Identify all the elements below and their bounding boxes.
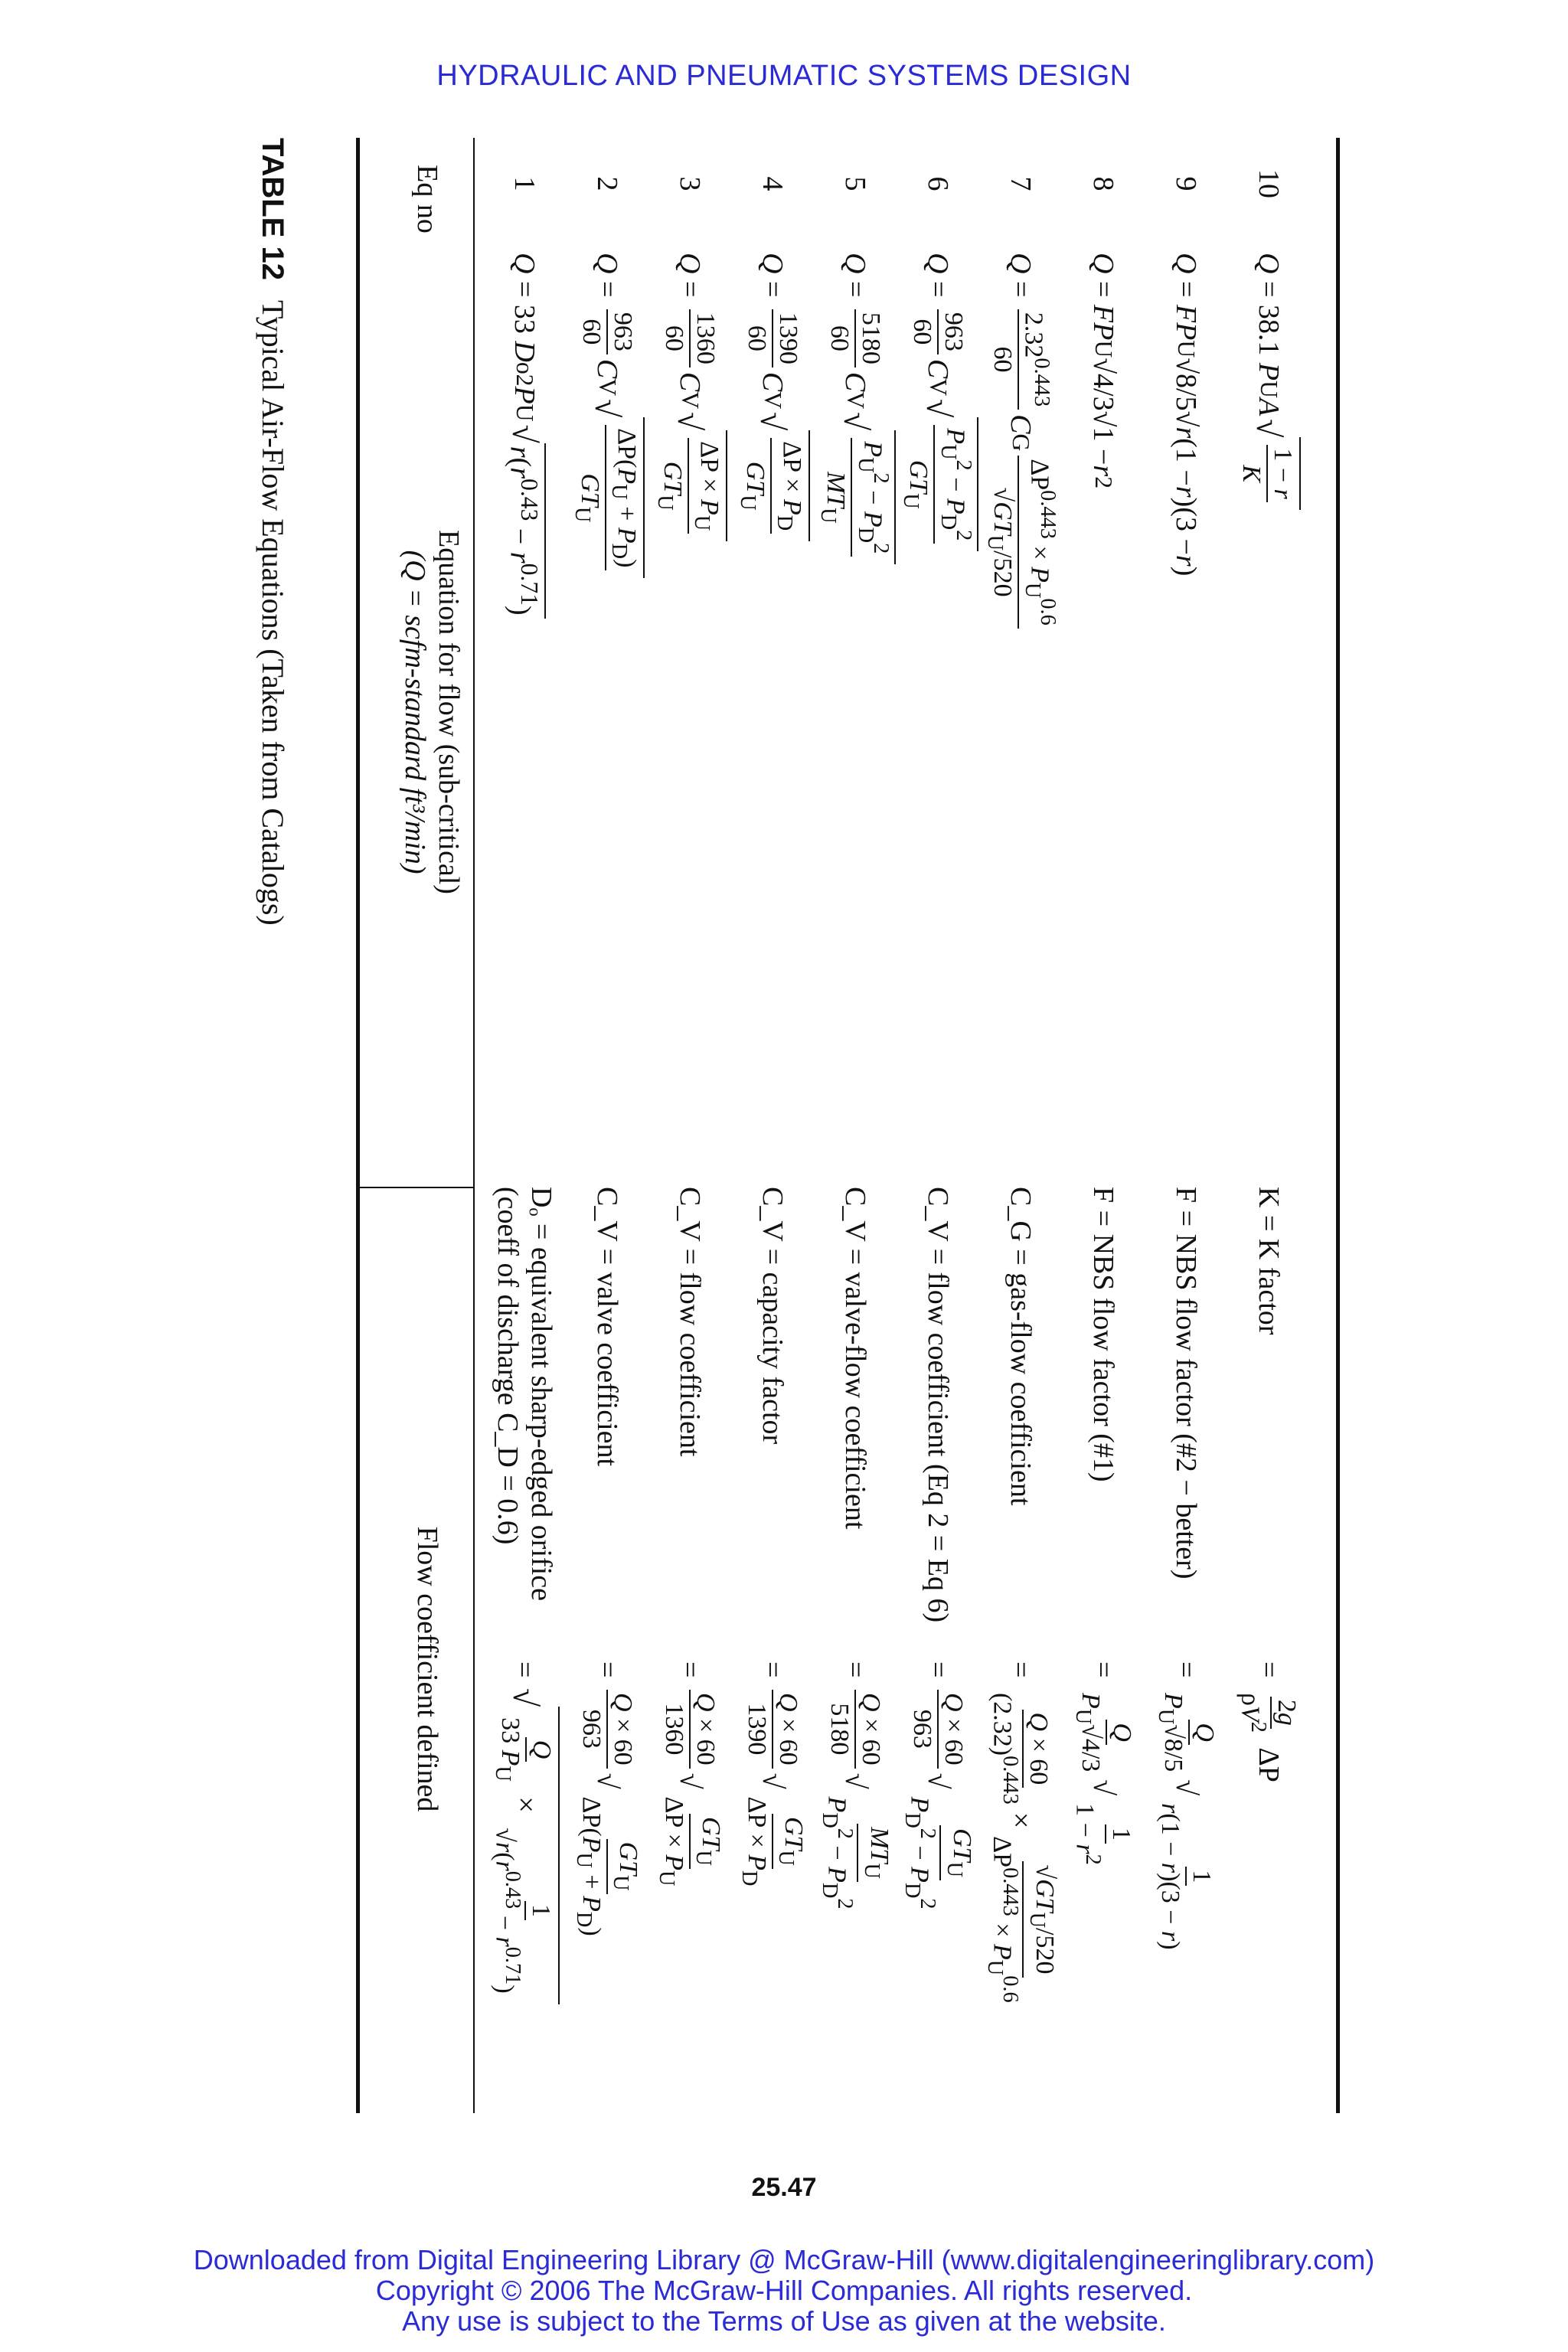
flow-coefficient-formula: = Q × 60 5180 √ $MT_U$ $P_D^2 - P_D^2$ bbox=[818, 1661, 893, 1909]
flow-equation: Q = 38.1 P U A √ 1 − r K bbox=[1227, 253, 1311, 1133]
table-label: TABLE 12 bbox=[256, 138, 289, 280]
footer-line-2: Copyright © 2006 The McGraw-Hill Companies. All rights reserved. bbox=[375, 2275, 1193, 2306]
flow-coefficient-formula: = Q $P_U√8/5$ √ 1 r(1 − r)(3 − r) bbox=[1153, 1661, 1219, 1950]
coefficient-definition-line: C_V = valve coefficient bbox=[591, 1187, 623, 1467]
footer-line-3: Any use is subject to the Terms of Use as given at the website. bbox=[402, 2305, 1166, 2337]
coefficient-definition bbox=[978, 1187, 1063, 1661]
coefficient-definition-line: C_V = valve-flow coefficient bbox=[839, 1187, 871, 1530]
flow-equation: Q = FP U √8/5√ r (1 − r )(3 − r ) bbox=[1170, 253, 1202, 577]
header-flow-coef-text: Flow coefficient defined bbox=[411, 1526, 443, 1812]
eq-number: 8 bbox=[1087, 176, 1119, 191]
eq-number: 9 bbox=[1170, 176, 1202, 191]
eq-number: 5 bbox=[839, 176, 871, 191]
header-equation bbox=[398, 368, 466, 1057]
flow-equation: Q = FP U √4/3√1 − r 2 bbox=[1087, 253, 1119, 489]
coefficient-definition-line: C_V = capacity factor bbox=[756, 1187, 789, 1445]
flow-coefficient-formula: = Q × 60 963 √ $GT_U$ $P_D^2 - P_D^2$ bbox=[900, 1661, 976, 1909]
coefficient-definition-line-2: (coeff of discharge C_D = 0.6) bbox=[492, 1187, 524, 1545]
running-head: HYDRAULIC AND PNEUMATIC SYSTEMS DESIGN bbox=[436, 60, 1132, 92]
header-column-divider bbox=[360, 1187, 475, 1188]
table-row bbox=[1061, 138, 1145, 2113]
coefficient-definition bbox=[813, 1187, 897, 1661]
footer-line-1: Downloaded from Digital Engineering Library @ McGraw-Hill (www.digitalengineeringlibrary.com) bbox=[193, 2244, 1375, 2275]
coefficient-definition-line: C_V = flow coefficient (Eq 2 = Eq 6) bbox=[922, 1187, 954, 1623]
eq-number: 6 bbox=[922, 176, 954, 191]
table-bottom-rule bbox=[1336, 138, 1340, 2113]
flow-equation: Q = 33 D o 2 P U √ $r(r^{0.43} - r^{0.71})$ bbox=[482, 253, 567, 1133]
table-row bbox=[565, 138, 649, 2113]
rotated-table bbox=[256, 138, 1432, 2113]
flow-equation: Q = 1360 60 C V √ $\Delta P \times P_U$ $GT_U$ bbox=[648, 253, 732, 1133]
header-flow-coef bbox=[410, 1286, 444, 2052]
flow-equation: Q = 5180 60 C V √ $P_U^2 - P_D^2$ $MT_U$ bbox=[813, 253, 897, 1133]
header-equation-line1: Equation for flow (sub-critical) bbox=[433, 530, 465, 894]
table-top-rule bbox=[356, 138, 360, 2113]
header-rule bbox=[473, 138, 475, 2113]
eq-number: 3 bbox=[674, 176, 706, 191]
flow-coefficient-formula: = 2g $\rho V^2$ ΔP bbox=[1236, 1661, 1302, 1782]
flow-coefficient-formula: = √ Q 33 $P_U$ × 1 $√r(r^{0.43} - r^{0.71})$ bbox=[482, 1661, 567, 2113]
coefficient-definition-line: Dₒ = equivalent sharp-edged orifice bbox=[525, 1187, 557, 1601]
header-eq-no bbox=[410, 153, 444, 245]
coefficient-definition bbox=[1144, 1187, 1228, 1661]
coefficient-definition-line: F = NBS flow factor (#2 − better) bbox=[1170, 1187, 1202, 1579]
table-row bbox=[1227, 138, 1311, 2113]
coefficient-definition bbox=[648, 1187, 732, 1661]
coefficient-definition bbox=[1227, 1187, 1311, 1661]
coefficient-definition bbox=[730, 1187, 815, 1661]
flow-equation: Q = $2.32^{0.443}$ 60 C G $\Delta P^{0.443} \times P_U^{0.6}$ $√GT_U/520$ bbox=[978, 253, 1063, 1133]
flow-coefficient-formula: = Q $P_U√4/3$ √ 1 $1 - r^2$ bbox=[1070, 1661, 1136, 1865]
table-row bbox=[730, 138, 815, 2113]
coefficient-definition bbox=[565, 1187, 649, 1661]
header-eq-no-text: Eq no bbox=[411, 165, 443, 234]
table-caption bbox=[255, 138, 291, 926]
coefficient-definition-line: C_V = flow coefficient bbox=[674, 1187, 706, 1457]
eq-number: 4 bbox=[756, 176, 789, 191]
eq-number: 1 bbox=[508, 176, 541, 191]
table-row bbox=[648, 138, 732, 2113]
eq-number: 2 bbox=[591, 176, 623, 191]
coefficient-definition bbox=[896, 1187, 980, 1661]
eq-number: 10 bbox=[1253, 169, 1285, 198]
footer bbox=[0, 2245, 1568, 2337]
table-title: Typical Air-Flow Equations (Taken from Catalogs) bbox=[256, 299, 290, 926]
flow-equation: Q = 963 60 C V √ $P_U^2 - P_D^2$ $GT_U$ bbox=[896, 253, 980, 1133]
coefficient-definition bbox=[1061, 1187, 1145, 1661]
coefficient-definition-line: F = NBS flow factor (#1) bbox=[1087, 1187, 1119, 1482]
flow-coefficient-formula: = Q × 60 963 √ $GT_U$ $\Delta P(P_U + P_D)$ bbox=[572, 1661, 643, 1936]
header-equation-line2: (Q = scfm-standard ft³/min) bbox=[399, 550, 431, 874]
page-number: 25.47 bbox=[751, 2173, 817, 2202]
coefficient-definition bbox=[482, 1187, 567, 1661]
table-row bbox=[1144, 138, 1228, 2113]
table-row bbox=[482, 138, 567, 2113]
flow-equation: Q = 963 60 C V √ $\Delta P(P_U + P_D)$ $GT_U$ bbox=[565, 253, 649, 1133]
table-row bbox=[896, 138, 980, 2113]
table-row bbox=[978, 138, 1063, 2113]
coefficient-definition-line: K = K factor bbox=[1253, 1187, 1285, 1335]
flow-coefficient-formula: = Q × 60 1390 √ $GT_U$ $\Delta P \times P_D$ bbox=[737, 1661, 808, 1886]
table-row bbox=[813, 138, 897, 2113]
flow-coefficient-formula: = Q × 60 1360 √ $GT_U$ $\Delta P \times P_U$ bbox=[655, 1661, 726, 1886]
eq-number: 7 bbox=[1004, 176, 1037, 191]
coefficient-definition-line: C_G = gas-flow coefficient bbox=[1004, 1187, 1037, 1506]
flow-coefficient-formula: = Q × 60 $(2.32)^{0.443}$ × $√GT_U/520$ $\Delta P^{0.443} \times P_U^{0.6}$ bbox=[983, 1661, 1059, 2003]
flow-equation: Q = 1390 60 C V √ $\Delta P \times P_D$ $GT_U$ bbox=[730, 253, 815, 1133]
